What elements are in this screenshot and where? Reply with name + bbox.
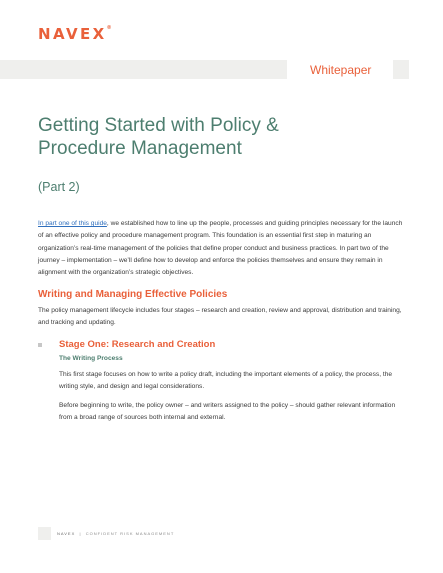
header-band-left bbox=[0, 60, 287, 79]
footer-brand: NAVEX bbox=[57, 531, 76, 536]
header-band-right bbox=[393, 60, 409, 79]
page-number-box bbox=[38, 527, 51, 540]
trademark-symbol: ® bbox=[106, 25, 112, 31]
footer-separator: | bbox=[79, 531, 82, 536]
page-subtitle: (Part 2) bbox=[38, 180, 80, 194]
page-title: Getting Started with Policy & Procedure Management bbox=[38, 115, 279, 159]
logo-text: NAVEX bbox=[38, 25, 107, 43]
navex-logo bbox=[38, 27, 112, 42]
footer bbox=[57, 531, 174, 537]
section-heading: Writing and Managing Effective Policies bbox=[38, 289, 228, 300]
intro-text: , we established how to line up the people, processes and guiding principles necessary for the launch of an effective policy and procedure management program. This foundation is an essential first step in maturing an organization’s real-time management of the policies that define proper conduct and business practices. In part two of the journey – implementation – we’ll define how to develop and enforce the policies themselves and ensure they remain in alignment with the organization’s strategic objectives. bbox=[38, 220, 403, 277]
stage-one-paragraph-1: This first stage focuses on how to write a policy draft, including the important elements of a policy, the process, the writing style, and design and legal considerations. bbox=[59, 371, 393, 391]
stage-one-paragraph-2: Before beginning to write, the policy owner – and writers assigned to the policy – should gather relevant information from a broad range of sources both internal and external. bbox=[59, 402, 396, 422]
writing-process-subheading: The Writing Process bbox=[59, 355, 123, 362]
footer-tagline: CONFIDENT RISK MANAGEMENT bbox=[85, 531, 175, 536]
header-band bbox=[0, 60, 443, 79]
square-bullet-icon bbox=[38, 343, 42, 347]
lifecycle-paragraph: The policy management lifecycle includes four stages – research and creation, review and approval, distribution and training, and tracking and updating. bbox=[38, 307, 402, 327]
intro-paragraph bbox=[38, 218, 408, 279]
stage-one-heading: Stage One: Research and Creation bbox=[59, 339, 216, 350]
doc-type-label: Whitepaper bbox=[297, 60, 386, 79]
part-one-link[interactable]: In part one of this guide bbox=[38, 220, 107, 227]
